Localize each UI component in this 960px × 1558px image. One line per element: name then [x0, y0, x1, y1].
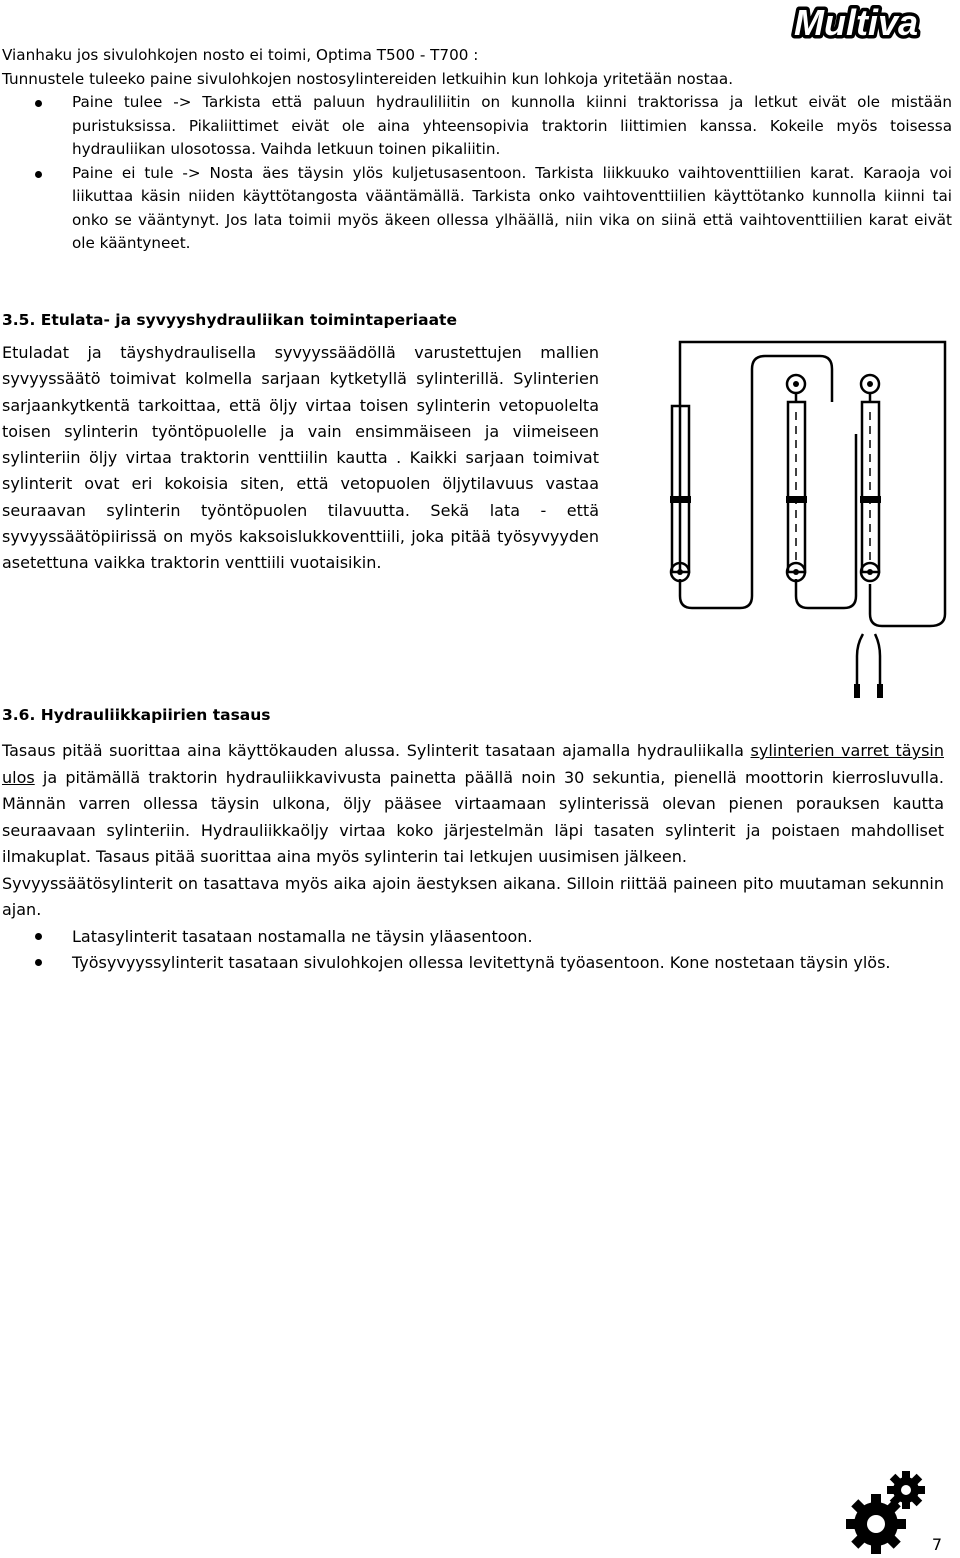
section-3-6-body: [2, 738, 944, 977]
section-heading-3-5: [2, 311, 457, 329]
section-number: 3.6.: [2, 706, 36, 724]
paragraph: Syvyyssäätösylinterit on tasattava myös aika ajoin äestyksen aikana. Silloin riittää paineen pito muutaman sekunnin ajan.: [2, 873, 944, 919]
hydraulic-cylinders-diagram: [620, 334, 960, 704]
section-title: Hydrauliikkapiirien tasaus: [40, 706, 271, 724]
section-heading-3-6: [2, 706, 271, 724]
list-item: Työsyvyyssylinterit tasataan sivulohkojen ollessa levitettynä työasentoon. Kone nostetaan täysin ylös.: [2, 950, 944, 977]
section-number: 3.5.: [2, 311, 36, 329]
troubleshooting-section: [2, 44, 952, 256]
multiva-logo: [768, 2, 944, 44]
paragraph: Tasaus pitää suorittaa aina käyttökauden alussa. Sylinterit tasataan ajamalla hydrauliikalla sylinterien varret täysin ulos ja pitämällä traktorin hydrauliikkavivusta painetta päällä noin 30 sekuntia, pienellä moottorin kierrosluvulla. Männän varren ollessa täysin ulkona, öljy pääsee virtaamaan sylinterissä olevan pienen porauksen kautta seuraavaan sylinteriin. Hydrauliikkaöljy virtaa koko järjestelmän läpi tasaten sylinterit ja poistaen mahdolliset ilmakuplat. Tasaus pitää suorittaa aina myös sylinterin tai letkujen uusimisen jälkeen.: [2, 741, 944, 866]
list-item: Latasylinterit tasataan nostamalla ne täysin yläasentoon.: [2, 924, 944, 951]
troubleshooting-list: [2, 91, 952, 256]
troubleshooting-title: Vianhaku jos sivulohkojen nosto ei toimi, Optima T500 - T700 :: [2, 46, 479, 64]
page-number: 7: [931, 1535, 942, 1554]
equalization-list: [2, 924, 944, 977]
gears-icon: [840, 1468, 930, 1558]
section-title: Etulata- ja syvyyshydrauliikan toimintaperiaate: [40, 311, 457, 329]
svg-text:Multiva: Multiva: [793, 2, 919, 43]
list-item: Paine ei tule -> Nosta äes täysin ylös kuljetusasentoon. Tarkista liikkuuko vaihtoventtiilien karat. Karaoja voi liikuttaa käsin niiden käyttötangosta vääntämällä. Tarkista onko vaihtoventtiilien käyttötanko kunnolla kiinni tai onko se vääntynyt. Jos lata toimii myös äkeen ollessa ylhäällä, niin vika on siinä että vaihtoventtiilien karat eivät ole kääntyneet.: [2, 162, 952, 256]
section-3-5-body: Etuladat ja täyshydraulisella syvyyssäädöllä varustettujen mallien syvyyssäätö toimivat kolmella sarjaan kytketyllä sylinterillä. Sylinterien sarjaankytkentä tarkoittaa, että öljy virtaa toisen sylinterin vetopuolelta toisen sylinterin työntöpuolelle ja vain ensimmäiseen ja viimeiseen sylinteriin öljy virtaa traktorin venttiilin kautta . Kaikki sarjaan toimivat sylinterit ovat eri kokoisia siten, että vetopuolen öljytilavuus vastaa seuraavan sylinterin työntöpuolen tilavuutta. Sekä lata - että syvyyssäätöpiirissä on myös kaksoislukkoventtiili, joka pitää työsyvyyden asetettuna vaikka traktorin venttiili vuotaisikin.: [2, 343, 599, 573]
list-item: Paine tulee -> Tarkista että paluun hydrauliliitin on kunnolla kiinni traktorissa ja letkut eivät ole mistään puristuksissa. Pikaliittimet eivät ole aina yhteensopivia traktorin liittimien kanssa. Kokeile myös toisessa hydrauliikan ulosotossa. Vaihda letkuun toinen pikaliitin.: [2, 91, 952, 162]
troubleshooting-subtitle: Tunnustele tuleeko paine sivulohkojen nostosylintereiden letkuihin kun lohkoja yritetään nostaa.: [2, 69, 734, 88]
underlined-text: sylinterien varret täysin ulos: [2, 741, 944, 787]
